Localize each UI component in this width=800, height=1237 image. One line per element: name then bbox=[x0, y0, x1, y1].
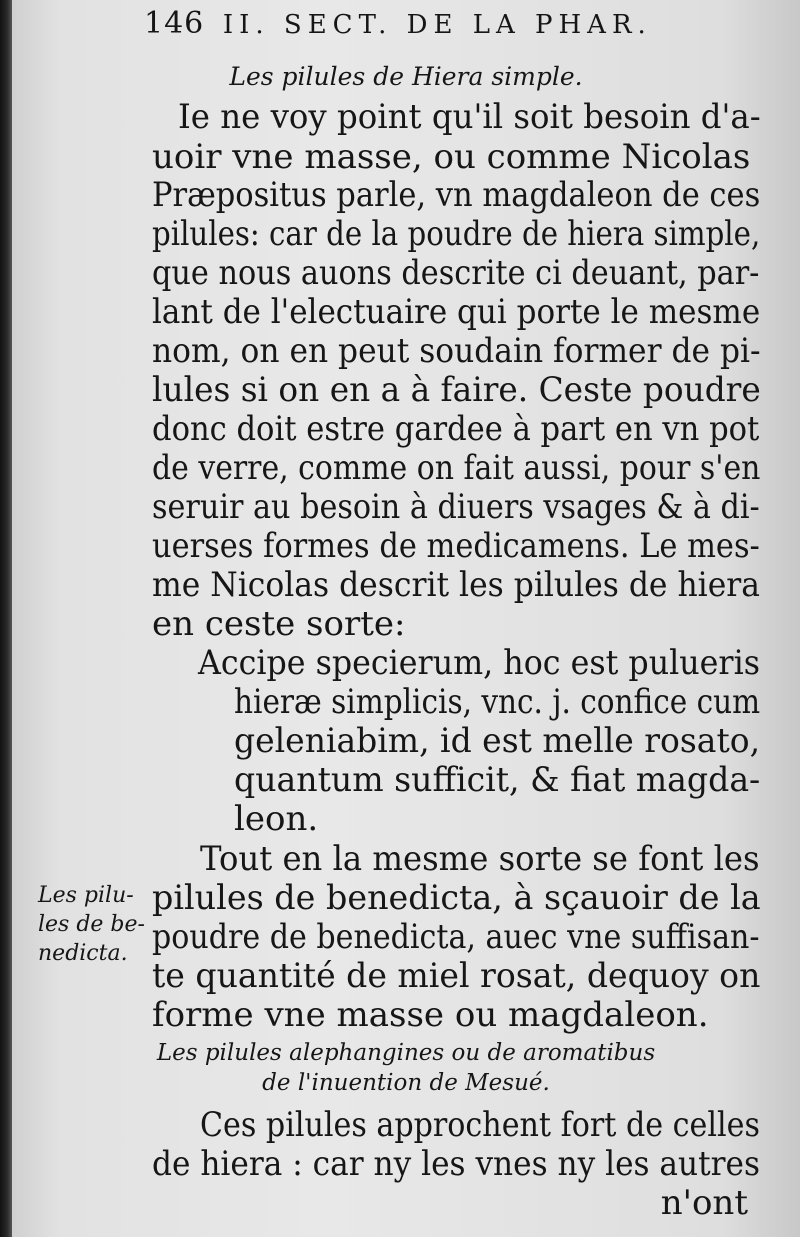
text-line: Tout en la mesme sorte se font les bbox=[200, 839, 760, 879]
text-line: donc doit estre gardee à part en vn pot bbox=[152, 409, 760, 449]
text-line: forme vne masse ou magdaleon. bbox=[152, 995, 709, 1035]
page-header bbox=[144, 6, 652, 41]
text-line: Præpositus parle, vn magdaleon de ces bbox=[152, 175, 761, 215]
running-title: II. SECT. DE LA PHAR. bbox=[222, 10, 652, 40]
catchword: n'ont bbox=[660, 1183, 748, 1223]
book-page bbox=[12, 0, 800, 1237]
text-line: uoir vne masse, ou comme Nicolas bbox=[152, 137, 751, 177]
text-line: pilules de benedicta, à sçauoir de la bbox=[152, 878, 761, 918]
text-line: pilules: car de la poudre de hiera simple, bbox=[152, 214, 761, 254]
text-line: de hiera : car ny les vnes ny les autres bbox=[152, 1144, 760, 1184]
page-number: 146 bbox=[144, 6, 205, 41]
section-title-hiera-simple: Les pilules de Hiera simple. bbox=[229, 62, 583, 91]
text-line: nom, on en peut soudain former de pi- bbox=[152, 331, 761, 371]
text-line: Ie ne voy point qu'il soit besoin d'a- bbox=[178, 97, 761, 137]
section-subtitle-mesue: de l'inuention de Mesué. bbox=[262, 1070, 550, 1096]
recipe-line: leon. bbox=[234, 799, 319, 839]
text-line: te quantité de miel rosat, dequoy on bbox=[152, 956, 761, 996]
recipe-line: geleniabim, id est melle rosato, bbox=[234, 721, 761, 761]
margin-note-line: les de be- bbox=[38, 912, 145, 937]
text-line: en ceste sorte: bbox=[152, 604, 406, 644]
text-line: uerses formes de medicamens. Le mes- bbox=[152, 526, 760, 566]
recipe-line: hieræ simplicis, vnc. j. confice cum bbox=[234, 682, 761, 722]
text-line: me Nicolas descrit les pilules de hiera bbox=[152, 565, 760, 605]
text-line: lant de l'electuaire qui porte le mesme bbox=[152, 292, 761, 332]
section-title-alephangines: Les pilules alephangines ou de aromatibus bbox=[156, 1040, 656, 1066]
recipe-line: Accipe specierum, hoc est pulueris bbox=[198, 643, 760, 683]
book-spine-shadow bbox=[0, 0, 12, 1237]
text-line: seruir au besoin à diuers vsages & à di- bbox=[152, 487, 760, 527]
recipe-line: quantum sufficit, & fiat magda- bbox=[234, 760, 761, 800]
text-line: Ces pilules approchent fort de celles bbox=[200, 1105, 760, 1145]
text-line: de verre, comme on fait aussi, pour s'en bbox=[152, 448, 761, 488]
text-line: lules si on en a à faire. Ceste poudre bbox=[152, 370, 761, 410]
text-line: poudre de benedicta, auec vne suffisan- bbox=[152, 917, 760, 957]
margin-note-line: nedicta. bbox=[38, 941, 128, 966]
text-line: que nous auons descrite ci deuant, par- bbox=[152, 253, 760, 293]
margin-note-line: Les pilu- bbox=[38, 883, 134, 908]
